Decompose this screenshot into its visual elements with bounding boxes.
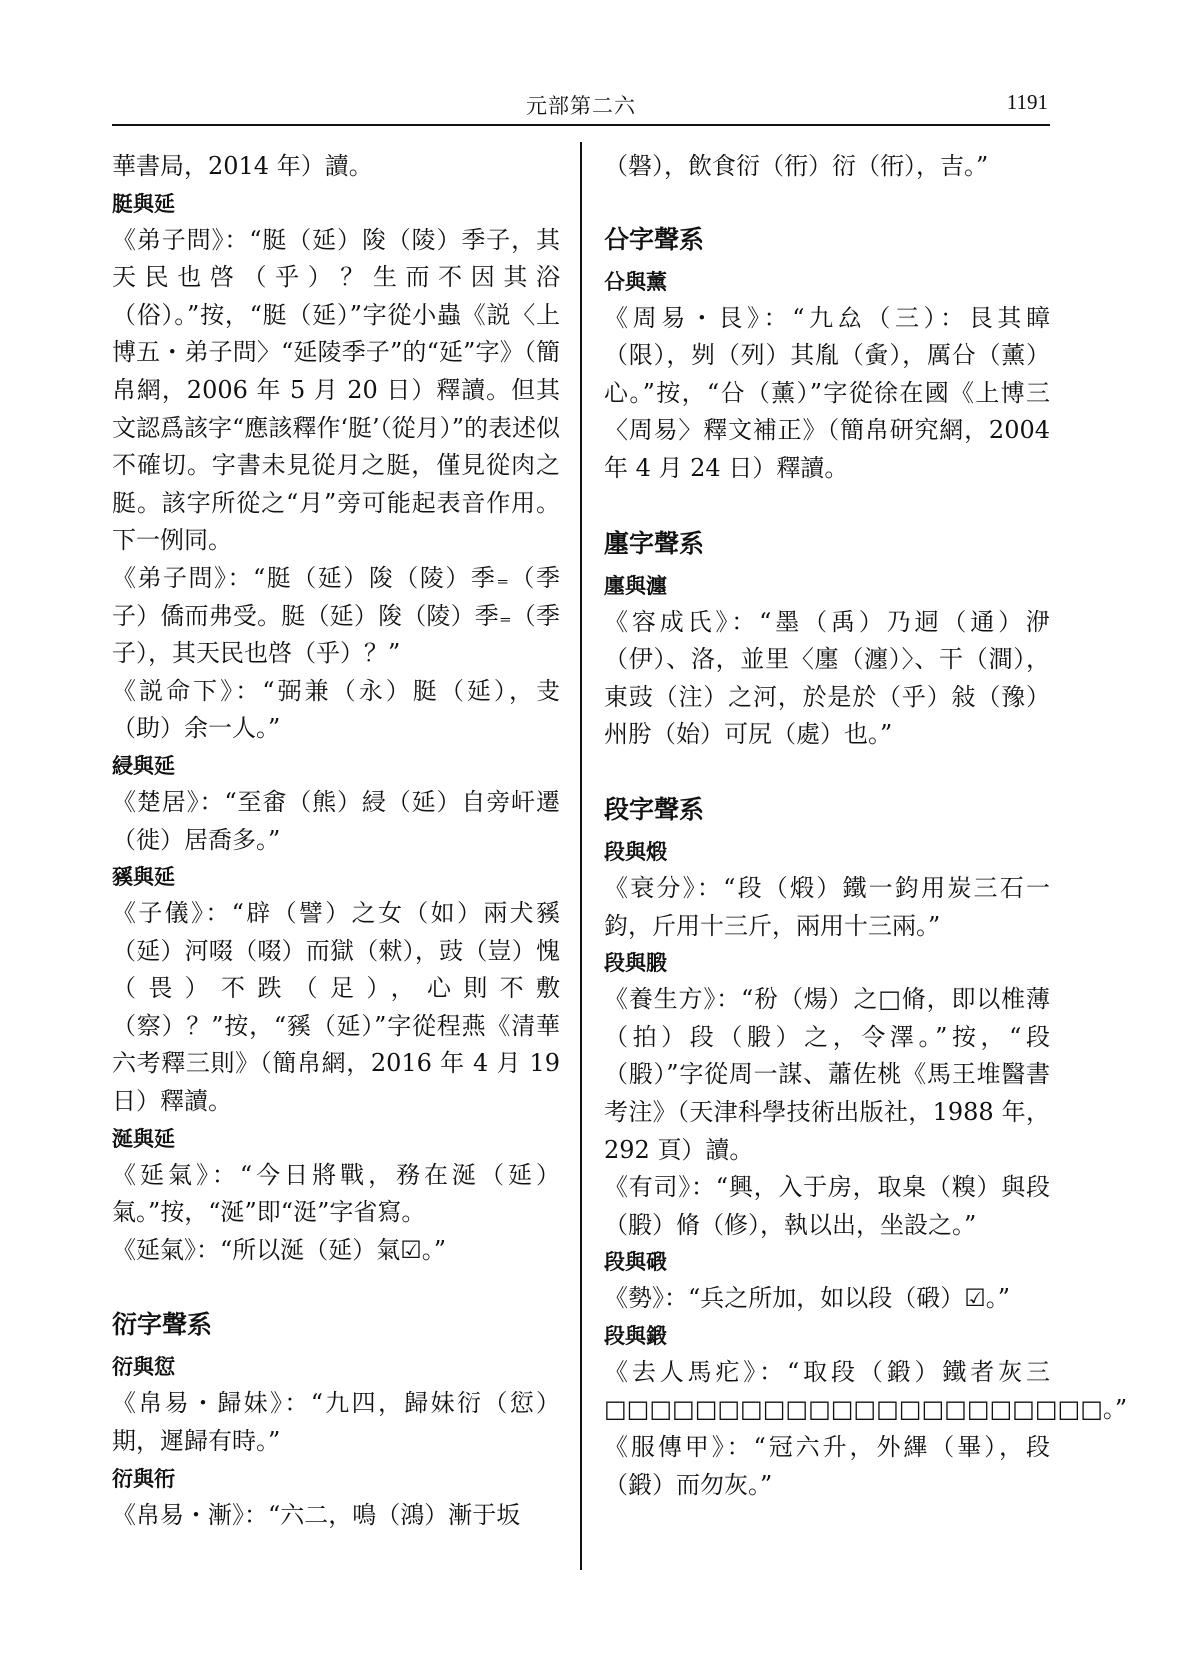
- paragraph: 《弟子問》：“脡（延）陖（陵）季子，其天民也啓（乎）？生而不因其浴（俗）。”按，“脡（延）”字從小蟲《説〈上博五・弟子問〉“延陵季子”的“延”字》（簡帛網，2006 年 5 月 20 日）釋讀。但其文認爲該字“應該釋作‘脡’（從月）”的表述似不確切。字書未見從月之脡，僅見從肉之脡。該字所從之“月”旁可能起表音作用。下一例同。: [112, 225, 560, 555]
- subheading: 豯與延: [112, 865, 175, 890]
- paragraph: 《周易・艮》：“九厽（三）：艮其瞕（限），刿（列）其胤（夤），厲㕣（薰）心。”按，“㕣（薰）”字從徐在國《上博三〈周易〉釋文補正》（簡帛研究網，2004 年 4 月 24 日）釋讀。: [604, 303, 1050, 482]
- section-heading: 㕣字聲系: [604, 224, 705, 254]
- subheading: 廛與瀍: [604, 573, 667, 598]
- subheading: 脡與延: [112, 191, 175, 216]
- paragraph: 《弟子問》：“脡（延）陖（陵）季₌（季子）僑而弗受。脡（延）陖（陵）季₌（季子），其天民也啓（乎）？”: [112, 563, 560, 668]
- paragraph: 《説命下》：“弼兼（永）脡（延），叏（助）余一人。”: [112, 676, 560, 743]
- column-divider: [580, 142, 582, 1570]
- paragraph: 《容成氏》：“墨（禹）乃迵（通）洢（伊）、洛，並里〈廛（瀍）〉、干（澗），東豉（注）之河，於是於（乎）敍（豫）州肹（始）可尻（處）也。”: [604, 607, 1050, 749]
- subheading: 段與煅: [604, 839, 667, 864]
- paragraph: 《楚居》：“至畬（熊）綅（延）自旁屽遷（徙）居喬多。”: [112, 787, 560, 854]
- left-column: [112, 148, 560, 1534]
- page-header: [112, 88, 1050, 126]
- running-head: 元部第二六: [526, 94, 636, 118]
- subheading: 段與碫: [604, 1250, 667, 1275]
- paragraph: 《帛易・歸妹》：“九四，歸妹衍（愆）期，遲歸有時。”: [112, 1389, 560, 1456]
- paragraph: 《衰分》：“段（煅）鐵一鈞用炭三石一鈞，斤用十三斤，兩用十三兩。”: [604, 873, 1050, 940]
- subheading: 段與鍛: [604, 1323, 667, 1348]
- subheading: 涎與延: [112, 1126, 175, 1151]
- paragraph: 《去人馬疕》：“取段（鍛）鐵者灰三□□□□□□□□□□□□□□□□□□□□□□。”: [604, 1357, 1128, 1424]
- paragraph: 《延氣》：“所以涎（延）氣☑。”: [112, 1235, 447, 1264]
- subheading: 衍與愆: [112, 1355, 175, 1380]
- section-heading: 廛字聲系: [604, 528, 705, 558]
- subheading: 段與腶: [604, 951, 667, 976]
- paragraph: 《帛易・漸》：“六二，鳴（鴻）漸于坂: [112, 1500, 521, 1529]
- paragraph: 《養生方》：“秎（煬）之□脩，即以椎薄（拍）段（腶）之，令澤。”按，“段（腶）”字從周一謀、蕭佐桃《馬王堆醫書考注》（天津科學技術出版社，1988 年，292 頁）讀。: [604, 985, 1050, 1164]
- paragraph: 《延氣》：“今日將戰，務在涎（延）氣。”按，“涎”即“涏”字省寫。: [112, 1160, 560, 1227]
- paragraph: 《勢》：“兵之所加，如以段（碫）☑。”: [604, 1284, 1011, 1313]
- subheading: 㕣與薰: [604, 269, 667, 294]
- right-column: [604, 148, 1128, 1504]
- subheading: 綅與延: [112, 753, 175, 778]
- page-number: 1191: [1006, 90, 1048, 114]
- section-heading: 衍字聲系: [112, 1310, 213, 1340]
- paragraph: 《服傳甲》：“冠六升，外縪（畢），段（鍛）而勿灰。”: [604, 1433, 1050, 1499]
- section-heading: 段字聲系: [604, 794, 705, 824]
- paragraph: 華書局，2014 年）讀。: [112, 152, 373, 180]
- paragraph: 《子儀》：“辟（譬）之女（如）兩犬豯（延）河啜（啜）而獄（猌），豉（豈）愧（畏）不跌（足），心則不敷（察）？”按，“豯（延）”字從程燕《清華六考釋三則》（簡帛網，2016 年 4 月 19 日）釋讀。: [112, 899, 560, 1116]
- paragraph: 《有司》：“興，入于房，取臬（糗）與段（腶）脩（修），執以出，坐設之。”: [604, 1173, 1050, 1239]
- subheading: 衍與衎: [112, 1466, 175, 1491]
- paragraph: （磐），飲食衍（衎）衍（衎），吉。”: [604, 152, 989, 180]
